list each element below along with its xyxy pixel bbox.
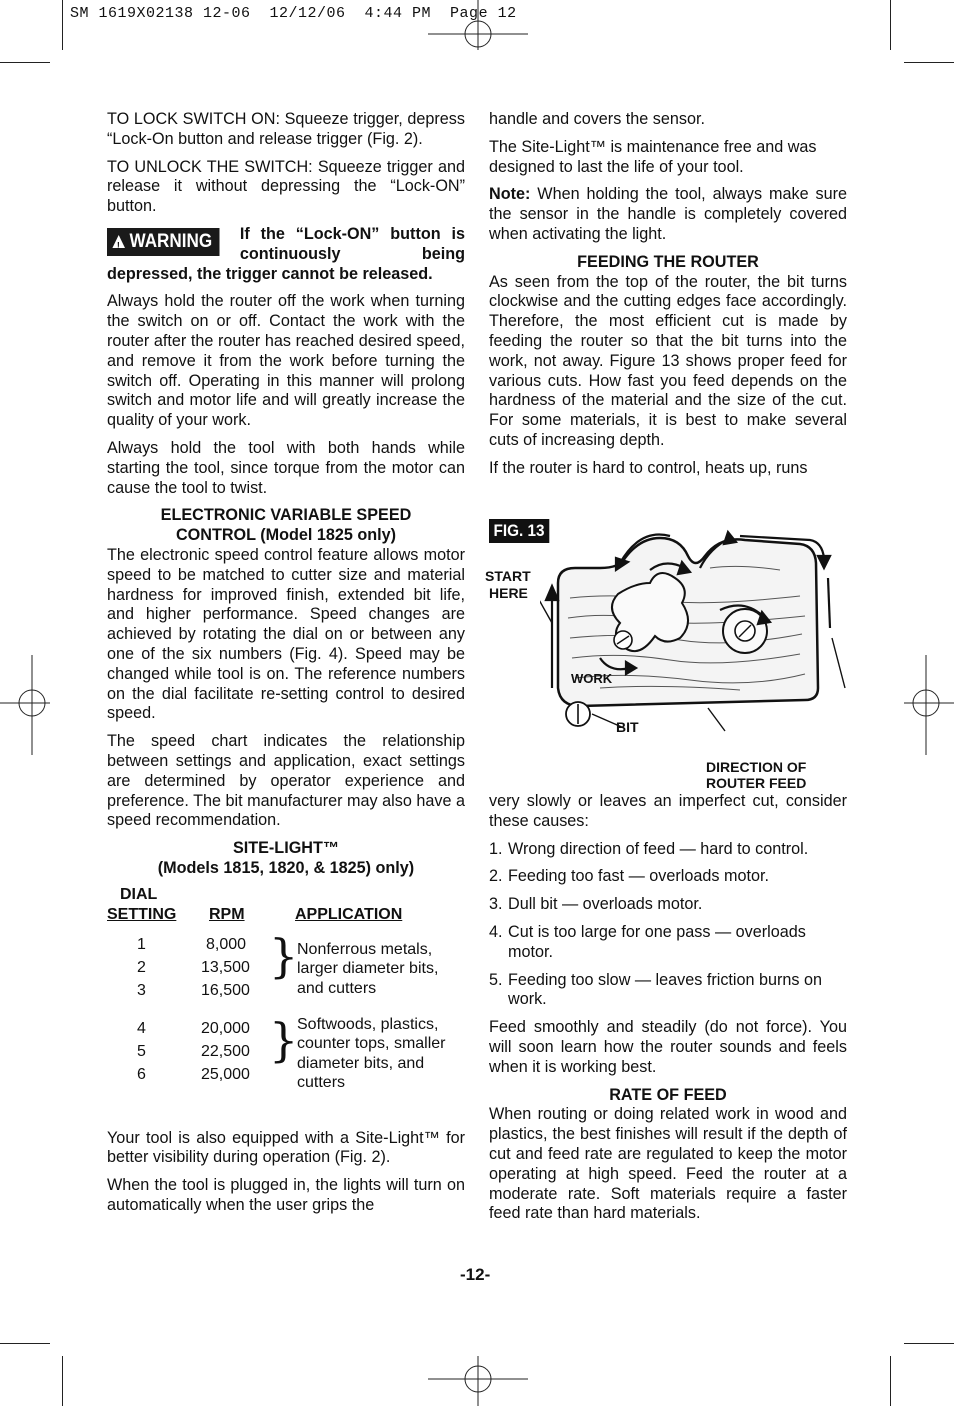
list-item: 5. Feeding too slow — leaves friction burns on work. xyxy=(489,970,823,1009)
feed-smoothly-paragraph: Feed smoothly and steadily (do not force). You will soon learn how the router sounds and feels when it is working best. xyxy=(489,1018,847,1076)
col-header-application: APPLICATION xyxy=(295,905,403,923)
crop-mark xyxy=(904,1343,954,1344)
note-paragraph xyxy=(489,185,847,244)
rpm-value: 8,000 xyxy=(206,935,247,953)
site-light-paragraph: Your tool is also equipped with a Site-Light™ for better visibility during operation (Fig. 2). xyxy=(107,1128,465,1167)
rpm-value: 16,500 xyxy=(201,981,250,999)
note-text: When holding the tool, always make sure the sensor in the handle is completely covered when activating the light. xyxy=(489,185,847,243)
print-header: SM 1619X02138 12-06 12/12/06 4:44 PM Page 12 xyxy=(70,5,517,22)
rpm-value: 22,500 xyxy=(201,1042,250,1060)
handle-sensor-paragraph: handle and covers the sensor. xyxy=(489,110,705,128)
rpm-value: 13,500 xyxy=(201,958,250,976)
fig-start-label-2: HERE xyxy=(489,585,528,601)
note-label: Note: xyxy=(489,185,531,204)
crop-mark xyxy=(62,1356,63,1406)
feeding-paragraph: As seen from the top of the router, the bit turns clockwise and the cutting edges face accordingly. Therefore, the most efficient cut is made by feeding the router so that the bit turns into the work, not away. Figure 13 shows proper feed for various cuts. How fast you feed depends on the hardness of the material and the size of the cut. For some materials, it is best to make several cuts of increasing depth. xyxy=(489,272,847,449)
fig-direction-label-1: DIRECTION OF xyxy=(706,759,807,775)
crop-mark xyxy=(0,1343,50,1344)
causes-intro-paragraph: very slowly or leaves an imperfect cut, consider these causes: xyxy=(489,792,847,830)
crop-mark xyxy=(62,0,63,50)
list-item: 4. Cut is too large for one pass — overloads motor. xyxy=(489,922,806,961)
registration-mark xyxy=(428,0,528,50)
col-header-setting: SETTING xyxy=(107,905,177,923)
dial-value: 1 xyxy=(137,935,146,953)
warning-badge xyxy=(107,228,219,256)
unlock-switch-paragraph: TO UNLOCK THE SWITCH: Squeeze trigger and release it without depressing the “Lock-ON” button. xyxy=(107,157,465,216)
section-heading-site-light-1: SITE-LIGHT™ xyxy=(232,839,340,858)
fig-start-label-1: START xyxy=(485,568,531,584)
hold-router-paragraph: Always hold the router off the work when turning the switch on or off. Contact the work with the router after the router has reached desired speed, and remove it from the work before turning the switch off. Operating in this manner will prolong switch and motor life and will greatly increase the quality of your work. xyxy=(107,292,465,430)
application-group-1: Nonferrous metals, larger diameter bits, and cutters xyxy=(297,940,439,997)
dial-value: 4 xyxy=(137,1019,146,1037)
right-column-top xyxy=(489,110,847,487)
right-column-bottom xyxy=(489,792,847,1232)
warning-block xyxy=(107,225,465,284)
rpm-value: 25,000 xyxy=(201,1065,250,1083)
crop-mark xyxy=(904,62,954,63)
registration-mark xyxy=(428,1356,528,1406)
maintenance-paragraph: The Site-Light™ is maintenance free and was designed to last the life of your tool. xyxy=(489,137,817,176)
registration-mark xyxy=(0,655,50,755)
col-header-dial: DIAL xyxy=(120,885,158,903)
figure-label: FIG. 13 xyxy=(489,519,549,543)
fig-work-label: WORK xyxy=(571,671,613,686)
fig-bit-label: BIT xyxy=(616,719,639,735)
rate-paragraph: When routing or doing related work in wood and plastics, the best finishes will result if the depth of cut and feed rate are regulated to keep the motor operating at high speed. Feed the router at a moderate rate. Soft materials require a faster feed rate than hard materials. xyxy=(489,1105,847,1223)
lock-switch-paragraph: TO LOCK SWITCH ON: Squeeze trigger, depress “Lock-On button and release trigger (Fig. 2). xyxy=(107,110,465,148)
list-item: 3. Dull bit — overloads motor. xyxy=(489,895,703,914)
speed-chart-paragraph: The speed chart indicates the relationship between settings and application, exact settings are determined by operator experience and preference. The bit manufacturer may also have a speed recommendation. xyxy=(107,732,465,830)
rpm-value: 20,000 xyxy=(201,1019,250,1037)
warning-label: WARNING xyxy=(129,230,213,252)
section-heading-feeding: FEEDING THE ROUTER xyxy=(577,252,759,271)
hard-to-control-paragraph: If the router is hard to control, heats up, runs xyxy=(489,458,808,477)
dial-value: 2 xyxy=(137,958,146,976)
plugged-in-paragraph: When the tool is plugged in, the lights will turn on automatically when the user grips the xyxy=(107,1176,465,1215)
application-group-2: Softwoods, plastics, counter tops, smaller diameter bits, and cutters xyxy=(297,1015,446,1092)
router-feed-figure xyxy=(540,528,850,758)
section-heading-evs-2: CONTROL (Model 1825 only) xyxy=(175,526,397,545)
crop-mark xyxy=(890,0,891,50)
section-heading-site-light-2: (Models 1815, 1820, & 1825) only) xyxy=(157,858,415,877)
hold-tool-paragraph: Always hold the tool with both hands while starting the tool, since torque from the motor can cause the tool to twist. xyxy=(107,438,465,497)
group-brace: } xyxy=(269,1012,299,1067)
evs-paragraph: The electronic speed control feature allows motor speed to be matched to cutter size and material hardness for improved finish, extended bit life, and higher performance. Speed changes are achieved by rotating the dial on or between any one of the six numbers (Fig. 4). Speed may be changed while tool is on. The reference numbers on the dial facilitate re-setting control to desired speed. xyxy=(107,545,465,723)
registration-mark xyxy=(904,655,954,755)
left-column xyxy=(107,110,465,1224)
page-number: -12- xyxy=(460,1265,491,1284)
warning-triangle-icon: ! xyxy=(112,235,125,248)
section-heading-rate: RATE OF FEED xyxy=(609,1085,727,1104)
list-item: 2. Feeding too fast — overloads motor. xyxy=(489,867,769,886)
dial-value: 3 xyxy=(137,981,146,999)
fig-direction-label-2: ROUTER FEED xyxy=(706,775,807,791)
dial-value: 5 xyxy=(137,1042,146,1060)
dial-value: 6 xyxy=(137,1065,146,1083)
crop-mark xyxy=(0,62,50,63)
group-brace: } xyxy=(269,928,299,983)
section-heading-evs-1: ELECTRONIC VARIABLE SPEED xyxy=(160,506,412,525)
col-header-rpm: RPM xyxy=(209,905,245,923)
warning-text: If the “Lock-ON” button is continuously being depressed, the trigger cannot be released. xyxy=(107,224,465,283)
speed-table xyxy=(107,879,465,1129)
list-item: 1. Wrong direction of feed — hard to control. xyxy=(489,839,809,858)
crop-mark xyxy=(890,1356,891,1406)
